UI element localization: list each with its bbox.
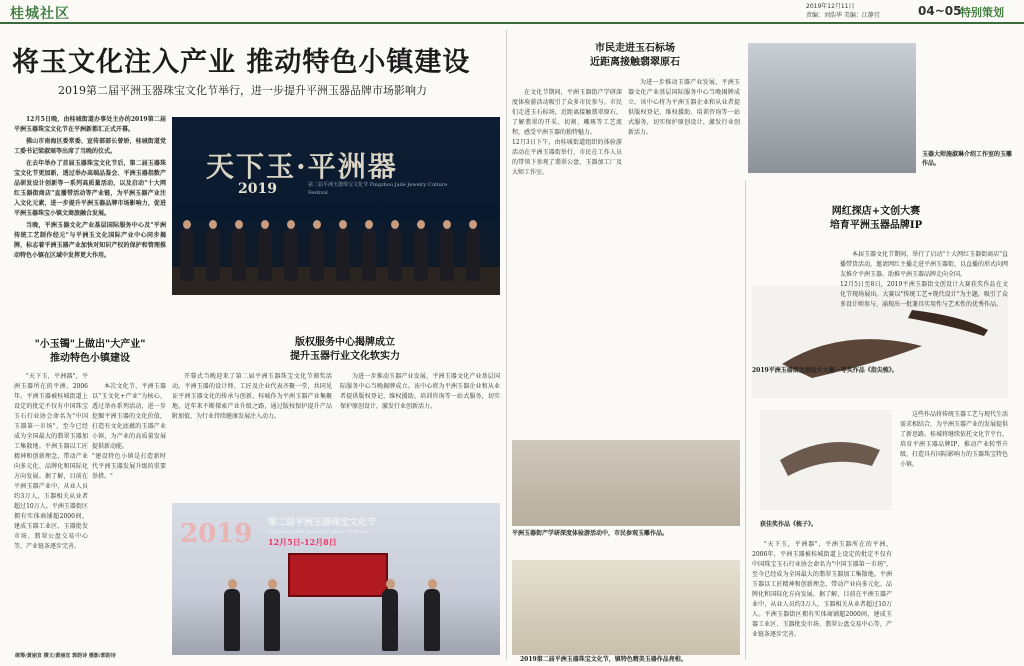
comb-product-photo-2 <box>760 410 892 510</box>
ceremony-person <box>424 589 440 651</box>
lead-paragraph: 当晚，平洲玉器文化产业基层国际服务中心及"平洲传统工艺制作经元"与平洲玉文化国际产业中心同步揭牌，标志着平洲玉器产业加快对知识产权的保护和管理推动特色小镇在区域中发挥更大作用。 <box>14 222 166 259</box>
comb2-caption: 获佳奖作品《梳子》。 <box>760 521 818 528</box>
brand-title: 桂城社区 <box>10 6 70 22</box>
article-title-4: 网红探店+文创大赛 培育平洲玉器品牌IP <box>829 206 923 231</box>
shop-photo <box>748 43 916 173</box>
stage-person <box>414 229 428 281</box>
article-paragraph: 这些作品将传统玉器工艺与现代生活需求相结合，为平洲玉器产业的发展提供了新思路。桂城将继续依托文化节平台，培育平洲玉器品牌IP，推动产业转型升级，打造具有国际影响力的玉器珠宝特色小镇。 <box>900 411 1009 468</box>
red-plaque <box>288 553 388 597</box>
expo-caption: 平洲玉器街产学研深度体验游活动中，市民参观玉雕作品。 <box>512 530 669 537</box>
stage-person <box>206 229 220 281</box>
article-3-column-a <box>512 78 622 433</box>
comb-caption: 2019平洲玉器街文创设计大赛一等奖作品《指尖梳》。 <box>752 367 898 374</box>
article-paragraph: 为进一步推动玉器产业发展，平洲玉器文化产业基层国际服务中心当晚揭牌成立。该中心将为平洲玉器企业和从业者提供版权登记、维权援助、培训咨询等一站式服务，切实保护原创设计，激发行业创新活力。 <box>628 79 740 136</box>
header-date: 2019年12月11日 <box>806 3 855 10</box>
article-paragraph: 在文化节期间，平洲玉器街产学研深度体验游活动吸引了众多市民参与。市民们走进玉石标场，近距离接触翡翠原石，了解翡翠的开采、切割、雕琢等工艺流程，感受平洲玉器的独特魅力。 12月3日下午，由桂城街道组织的体验游活动在平洲玉器街举行，市民在工作人员的带领下参观了翡翠公盘、玉器加工厂及大师工作室。 <box>512 89 622 176</box>
ceremony-person <box>224 589 240 651</box>
stage-person <box>336 229 350 281</box>
column-divider <box>506 30 507 660</box>
article-4-intro <box>752 240 842 280</box>
stage-person <box>232 229 246 281</box>
comb-icon <box>760 410 892 510</box>
article-paragraph: 本次文化节，平洲玉器以"玉文化+产业"为核心，透过举办系列活动，进一步挖掘平洲玉器的文化价值，打造有文化底蕴的玉器产业小镇，为产业的高质量发展提供新动能。 "建设特色小镇是打造新时代平洲玉器发展升级的重要举措。" <box>92 383 166 480</box>
expo-photo <box>512 440 740 526</box>
page-subheadline: 2019第二届平洲玉器珠宝文化节举行，进一步提升平洲玉器品牌市场影响力 <box>58 84 427 97</box>
article-4-column-c <box>752 540 892 655</box>
article-1-column-b <box>92 372 166 647</box>
jade-works-photo <box>512 560 740 655</box>
stage-person <box>440 229 454 281</box>
footer-credit: 统筹/黄丽宜 撰文/黄丽宜 郭韵诗 摄影/郭韵诗 <box>15 653 116 659</box>
article-4-column-b <box>900 410 1008 655</box>
ceremony-banner-subtitle: Pingzhou Jade Jewelry Culture Festival <box>268 529 367 535</box>
lead-paragraph: 12月5日晚，由桂城街道办事处主办的2019第二届平洲玉器珠宝文化节在平洲新都汇正式开幕。 <box>14 116 166 133</box>
page-numbers: 04~05 <box>918 4 962 18</box>
article-3-column-b <box>628 78 740 433</box>
article-title-3: 市民走进玉石标场 近距离接触翡翠原石 <box>590 43 680 68</box>
jade-caption: 2019第二届平洲玉器珠宝文化节，镇特色精美玉器作品亮相。 <box>520 656 687 663</box>
article-2-column-b <box>340 372 500 498</box>
article-paragraph: "天下玉，平洲器"，平洲玉器所在的平洲，2006年，平洲玉器被桂城街道上设定的批定不仅有中国珠宝玉石行业协会命名为"中国玉器第一市场"，至今已经成为全国最大的翡翠玉器加工集散地。平洲玉器以工匠精神和创新理念，带动产业向多元化、品牌化和国际化方向发展。据了解，目前在平洲玉器产业中，从业人员约3万人，玉器相关从业者超过10万人。平洲玉器街区拥有实体商铺超2000间，建成玉器工业区、玉器批发市场、翡翠公盘交易中心等，产业链条逐步完善。 <box>752 541 892 638</box>
article-title-1: "小玉镯"上做出"大产业" 推动特色小镇建设 <box>34 339 146 364</box>
ceremony-banner-date: 12月5日-12月8日 <box>268 537 337 547</box>
ceremony-banner-year: 2019 <box>180 519 253 549</box>
stage-banner-subtitle: 第二届平洲玉器珠宝文化节 Pingzhou Jade Jewelry Culture Festival <box>308 182 448 196</box>
shop-caption: 玉器大师施淑琳介绍工作室的玉雕作品。 <box>922 151 1013 167</box>
lead-paragraph: 在去年举办了首届玉器珠宝文化节后，第二届玉器珠宝文化节更加新，透过举办高端品鉴会、平洲玉器指数产品研发设计创新等一系列高质量活动，以及启动"十大网红玉器街商店"直播带活动等产业链，为平洲玉器产业注入文化元素，进一步提升平洲玉器品牌市场影响力，促进平洲玉器珠宝小镇文商旅融合发展。 <box>14 160 166 217</box>
stage-person <box>310 229 324 281</box>
ceremony-person <box>264 589 280 651</box>
column-divider <box>745 180 746 660</box>
article-2-column-a <box>172 372 332 498</box>
article-paragraph: 本届玉器文化节期间，举行了启动"十大网红玉器街商店"直播带货活动，邀请网红主播走进平洲玉器街，以直播的形式向网友推介平洲玉器，助推平洲玉器品牌走向全国。 12月5日至8日，2019平洲玉器街文创设计大赛获奖作品在文化节现场展出。大赛以"传统工艺+现代设计"为主题，吸引了众多设计师参与，涌现出一批兼具实用性与艺术性的优秀作品。 <box>840 251 1009 308</box>
header-meta <box>806 2 880 20</box>
stage-banner-title: 天下玉·平洲器 <box>206 150 398 183</box>
article-title-2: 版权服务中心揭牌成立 提升玉器行业文化软实力 <box>290 337 400 362</box>
stage-banner-year: 2019 <box>238 181 277 197</box>
stage-person <box>258 229 272 281</box>
article-1-column-a <box>14 372 88 647</box>
stage-person <box>180 229 194 281</box>
lead-column <box>14 115 166 355</box>
stage-person <box>388 229 402 281</box>
article-paragraph: 为进一步推动玉器产业发展，平洲玉器文化产业基层国际服务中心当晚揭牌成立。该中心将为平洲玉器企业和从业者提供版权登记、维权援助、培训咨询等一站式服务，切实保护原创设计，激发行业创新活力。 <box>340 373 500 410</box>
stage-person <box>362 229 376 281</box>
stage-photo <box>172 117 500 295</box>
lead-paragraph: 佛山市南海区委常委、宣传部部长曾娇，桂城街道党工委书记梁淑瑶等出席了当晚的仪式。 <box>14 138 166 155</box>
stage-person <box>466 229 480 281</box>
stage-person <box>284 229 298 281</box>
article-paragraph: "天下玉，平洲器"，平洲玉器所在的平洲，2006年，平洲玉器被桂城街道上设定的批定不仅有中国珠宝玉石行业协会命名为"中国玉器第一市场"，至今已经成为全国最大的翡翠玉器加工集散地。平洲玉器以工匠精神和创新理念，带动产业向多元化、品牌化和国际化方向发展。据了解，目前在平洲玉器产业中，从业人员约3万人，玉器相关从业者超过10万人。平洲玉器街区拥有实体商铺超2000间，建成玉器工业区、玉器批发市场、翡翠公盘交易中心等，产业链条逐步完善。 <box>14 373 88 550</box>
article-4-column-a <box>840 240 1009 308</box>
ceremony-banner-title: 第二届平洲玉器珠宝文化节 <box>268 518 377 528</box>
ceremony-photo <box>172 503 500 655</box>
ceremony-person <box>382 589 398 651</box>
header-editors: 责编：刘浩华 美编：江静宜 <box>806 12 880 19</box>
page-headline: 将玉文化注入产业 推动特色小镇建设 <box>12 47 471 78</box>
masthead <box>0 0 1024 24</box>
article-paragraph: 开幕式当晚迎来了第二届平洲玉器珠宝文化节颁奖活动。平洲玉器的设计师、工匠及企业代表齐聚一堂，共同见证平洲玉器文化的传承与创新。桂城作为平洲玉器产业集聚地，近年来不断探索产业升级之路，通过版权保护提升产品附加值，为行业持续健康发展注入动力。 <box>172 373 332 420</box>
section-title: 特别策划 <box>960 6 1004 19</box>
